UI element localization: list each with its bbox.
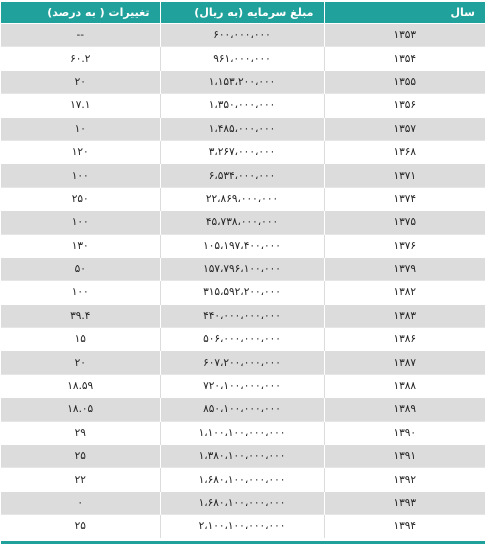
header-amount: مبلغ سرمایه (به ریال) (160, 2, 324, 24)
cell-amount: ۴۵،۷۳۸،۰۰۰،۰۰۰ (160, 211, 324, 234)
table-row (1, 421, 485, 444)
cell-change: ۵۰ (1, 257, 160, 280)
cell-change: ۱۰۰ (1, 211, 160, 234)
table-row (1, 328, 485, 351)
table-row (1, 94, 485, 117)
table-row (1, 211, 485, 234)
table-row (1, 47, 485, 70)
cell-year: ۱۳۷۶ (324, 234, 485, 257)
cell-change: ۶۰.۲ (1, 47, 160, 70)
cell-year: ۱۳۸۲ (324, 281, 485, 304)
cell-year: ۱۳۸۸ (324, 374, 485, 397)
cell-amount: ۴۴۰،۰۰۰،۰۰۰،۰۰۰ (160, 304, 324, 327)
cell-amount: ۶۰۷،۲۰۰،۰۰۰،۰۰۰ (160, 351, 324, 374)
cell-amount: ۱،۳۵۰،۰۰۰،۰۰۰ (160, 94, 324, 117)
table-row (1, 491, 485, 514)
cell-year: ۱۳۹۳ (324, 491, 485, 514)
table-bottom-rule (1, 541, 485, 544)
table-row (1, 164, 485, 187)
table-header (1, 2, 485, 24)
table-row (1, 468, 485, 491)
cell-change: -- (1, 24, 160, 47)
table-row (1, 445, 485, 468)
table-row (1, 117, 485, 140)
cell-change: ۰ (1, 491, 160, 514)
capital-table (1, 2, 485, 538)
cell-amount: ۲۲،۸۶۹،۰۰۰،۰۰۰ (160, 187, 324, 210)
table-body (1, 24, 485, 538)
cell-amount: ۲،۱۰۰،۱۰۰،۰۰۰،۰۰۰ (160, 515, 324, 538)
cell-year: ۱۳۵۶ (324, 94, 485, 117)
table-row (1, 140, 485, 163)
cell-amount: ۱،۶۸۰،۱۰۰،۰۰۰،۰۰۰ (160, 468, 324, 491)
cell-amount: ۱،۳۸۰،۱۰۰،۰۰۰،۰۰۰ (160, 445, 324, 468)
cell-amount: ۱،۱۵۳،۲۰۰،۰۰۰ (160, 70, 324, 93)
table-row (1, 515, 485, 538)
cell-amount: ۳،۲۶۷،۰۰۰،۰۰۰ (160, 140, 324, 163)
cell-change: ۱۰ (1, 117, 160, 140)
table-row (1, 374, 485, 397)
cell-change: ۲۲ (1, 468, 160, 491)
cell-amount: ۶۰۰،۰۰۰،۰۰۰ (160, 24, 324, 47)
cell-year: ۱۳۸۳ (324, 304, 485, 327)
cell-amount: ۱۵۷،۷۹۶،۱۰۰،۰۰۰ (160, 257, 324, 280)
cell-change: ۲۰ (1, 70, 160, 93)
cell-change: ۲۵۰ (1, 187, 160, 210)
cell-year: ۱۳۵۵ (324, 70, 485, 93)
table-row (1, 234, 485, 257)
cell-change: ۱۷.۱ (1, 94, 160, 117)
cell-year: ۱۳۹۲ (324, 468, 485, 491)
cell-year: ۱۳۷۴ (324, 187, 485, 210)
table-row (1, 351, 485, 374)
table-row (1, 398, 485, 421)
cell-year: ۱۳۷۹ (324, 257, 485, 280)
table-row (1, 304, 485, 327)
cell-amount: ۱،۴۸۵،۰۰۰،۰۰۰ (160, 117, 324, 140)
cell-amount: ۹۶۱،۰۰۰،۰۰۰ (160, 47, 324, 70)
cell-change: ۲۰ (1, 351, 160, 374)
cell-year: ۱۳۸۶ (324, 328, 485, 351)
table-row (1, 257, 485, 280)
cell-change: ۱۰۰ (1, 281, 160, 304)
cell-amount: ۳۱۵،۵۹۲،۲۰۰،۰۰۰ (160, 281, 324, 304)
cell-change: ۱۵ (1, 328, 160, 351)
cell-change: ۲۹ (1, 421, 160, 444)
cell-year: ۱۳۵۳ (324, 24, 485, 47)
cell-change: ۱۸.۵۹ (1, 374, 160, 397)
cell-year: ۱۳۵۴ (324, 47, 485, 70)
table-row (1, 187, 485, 210)
cell-amount: ۸۵۰،۱۰۰،۰۰۰،۰۰۰ (160, 398, 324, 421)
cell-year: ۱۳۶۸ (324, 140, 485, 163)
cell-year: ۱۳۹۰ (324, 421, 485, 444)
table-row (1, 24, 485, 47)
cell-year: ۱۳۷۵ (324, 211, 485, 234)
cell-year: ۱۳۹۱ (324, 445, 485, 468)
cell-year: ۱۳۹۴ (324, 515, 485, 538)
cell-year: ۱۳۸۷ (324, 351, 485, 374)
cell-change: ۱۰۰ (1, 164, 160, 187)
cell-amount: ۷۲۰،۱۰۰،۰۰۰،۰۰۰ (160, 374, 324, 397)
cell-change: ۱۲۰ (1, 140, 160, 163)
cell-year: ۱۳۵۷ (324, 117, 485, 140)
cell-year: ۱۳۷۱ (324, 164, 485, 187)
cell-amount: ۶،۵۳۴،۰۰۰،۰۰۰ (160, 164, 324, 187)
cell-amount: ۱،۱۰۰،۱۰۰،۰۰۰،۰۰۰ (160, 421, 324, 444)
cell-amount: ۵۰۶،۰۰۰،۰۰۰،۰۰۰ (160, 328, 324, 351)
table-row (1, 281, 485, 304)
header-year: سال (324, 2, 485, 24)
cell-change: ۱۳۰ (1, 234, 160, 257)
cell-change: ۲۵ (1, 445, 160, 468)
cell-change: ۳۹.۴ (1, 304, 160, 327)
header-change: تغییرات ( به درصد) (1, 2, 160, 24)
cell-change: ۱۸.۰۵ (1, 398, 160, 421)
cell-year: ۱۳۸۹ (324, 398, 485, 421)
cell-amount: ۱،۶۸۰،۱۰۰،۰۰۰،۰۰۰ (160, 491, 324, 514)
cell-change: ۲۵ (1, 515, 160, 538)
table-row (1, 70, 485, 93)
cell-amount: ۱۰۵،۱۹۷،۴۰۰،۰۰۰ (160, 234, 324, 257)
header-row (1, 2, 485, 24)
